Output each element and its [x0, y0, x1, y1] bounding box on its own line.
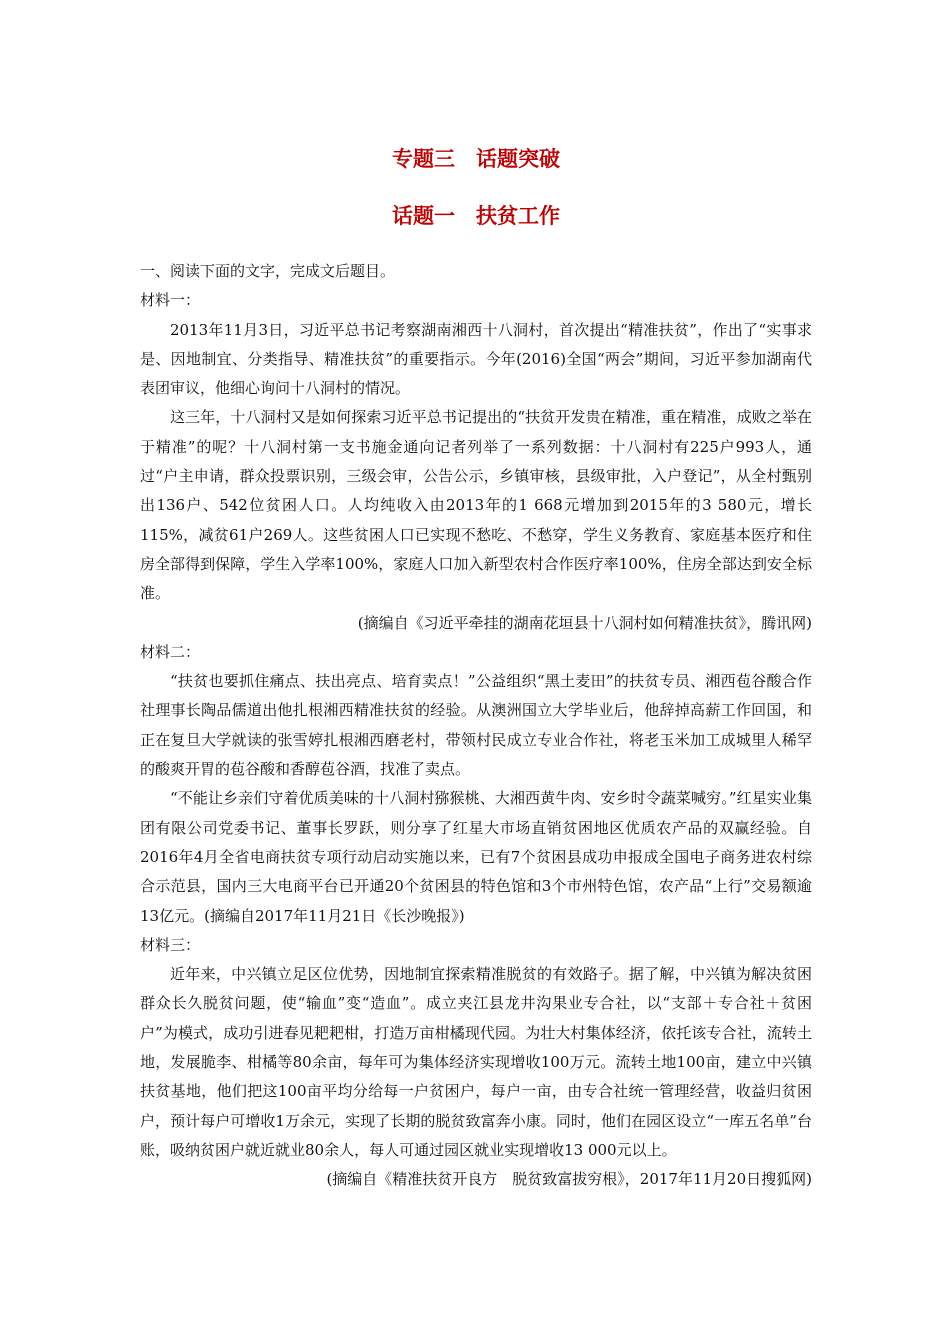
material-1-label: 材料一： — [140, 291, 201, 310]
material-3-paragraph-1: 近年来，中兴镇立足区位优势，因地制宜探索精准脱贫的有效路子。据了解，中兴镇为解决贫困群众长久脱贫问题，使“输血”变“造血”。成立夹江县龙井沟果业专合社，以“支部＋专合社＋贫困户”为模式，成功引进春见耙耙柑，打造万亩柑橘现代园。为壮大村集体经济，依托该专合社，流转土地，发展脆李、柑橘等80余亩，每年可为集体经济实现增收100万元。流转土地100亩，建立中兴镇扶贫基地，他们把这100亩平均分给每一户贫困户，每户一亩，由专合社统一管理经营，收益归贫困户，预计每户可增收1万余元，实现了长期的脱贫致富奔小康。同时，他们在园区设立“一库五名单”台账，吸纳贫困户就近就业80余人，每人可通过园区就业实现增收13 000元以上。 — [140, 965, 812, 1159]
material-3-label: 材料三： — [140, 935, 201, 954]
material-2-paragraph-1: “扶贫也要抓住痛点、扶出亮点、培育卖点！”公益组织“黑土麦田”的扶贫专员、湘西苞谷酸合作社理事长陶品儒道出他扎根湘西精准扶贫的经验。从澳洲国立大学毕业后，他辞掉高薪工作回国，和正在复旦大学就读的张雪婷扎根湘西磨老村，带领村民成立专业合作社，将老玉米加工成城里人稀罕的酸爽开胃的苞谷酸和香醇苞谷酒，找准了卖点。 — [140, 672, 812, 779]
sub-title: 话题一 扶贫工作 — [392, 204, 560, 228]
main-title: 专题三 话题突破 — [392, 147, 560, 171]
question-instruction: 一、阅读下面的文字，完成文后题目。 — [140, 262, 396, 280]
material-1-source: (摘编自《习近平牵挂的湖南花垣县十八洞村如何精准扶贫》，腾讯网) — [357, 613, 812, 632]
material-3-source: (摘编自《精准扶贫开良方 脱贫致富拔穷根》，2017年11月20日搜狐网) — [326, 1170, 812, 1189]
material-1-paragraph-2: 这三年，十八洞村又是如何探索习近平总书记提出的“扶贫开发贵在精准，重在精准，成败之举在于精准”的呢？十八洞村第一支书施金通向记者列举了一系列数据：十八洞村有225户993人，通过“户主申请，群众投票识别，三级会审，公告公示，乡镇审核，县级审批，入户登记”，从全村甄别出136户、542位贫困人口。人均纯收入由2013年的1 668元增加到2015年的3 580元，增长115%，减贫61户269人。这些贫困人口已实现不愁吃、不愁穿，学生义务教育、家庭基本医疗和住房全部得到保障，学生入学率100%，家庭人口加入新型农村合作医疗率100%，住房全部达到安全标准。 — [140, 408, 812, 603]
material-2-label: 材料二： — [140, 642, 201, 661]
material-1-paragraph-1: 2013年11月3日，习近平总书记考察湖南湘西十八洞村，首次提出“精准扶贫”，作出了“实事求是、因地制宜、分类指导、精准扶贫”的重要指示。今年(2016)全国“两会”期间，习近平参加湖南代表团审议，他细心询问十八洞村的情况。 — [140, 320, 812, 398]
document-body — [140, 136, 812, 1195]
material-2-paragraph-2: “不能让乡亲们守着优质美味的十八洞村猕猴桃、大湘西黄牛肉、安乡时令蔬菜喊穷。”红星实业集团有限公司党委书记、董事长罗跃，则分享了红星大市场直销贫困地区优质农产品的双赢经验。自2016年4月全省电商扶贫专项行动启动实施以来，已有7个贫困县成功申报成全国电子商务进农村综合示范县，国内三大电商平台已开通20个贫困县的特色馆和3个市州特色馆，农产品“上行”交易额逾13亿元。(摘编自2017年11月21日《长沙晚报》) — [140, 789, 812, 925]
